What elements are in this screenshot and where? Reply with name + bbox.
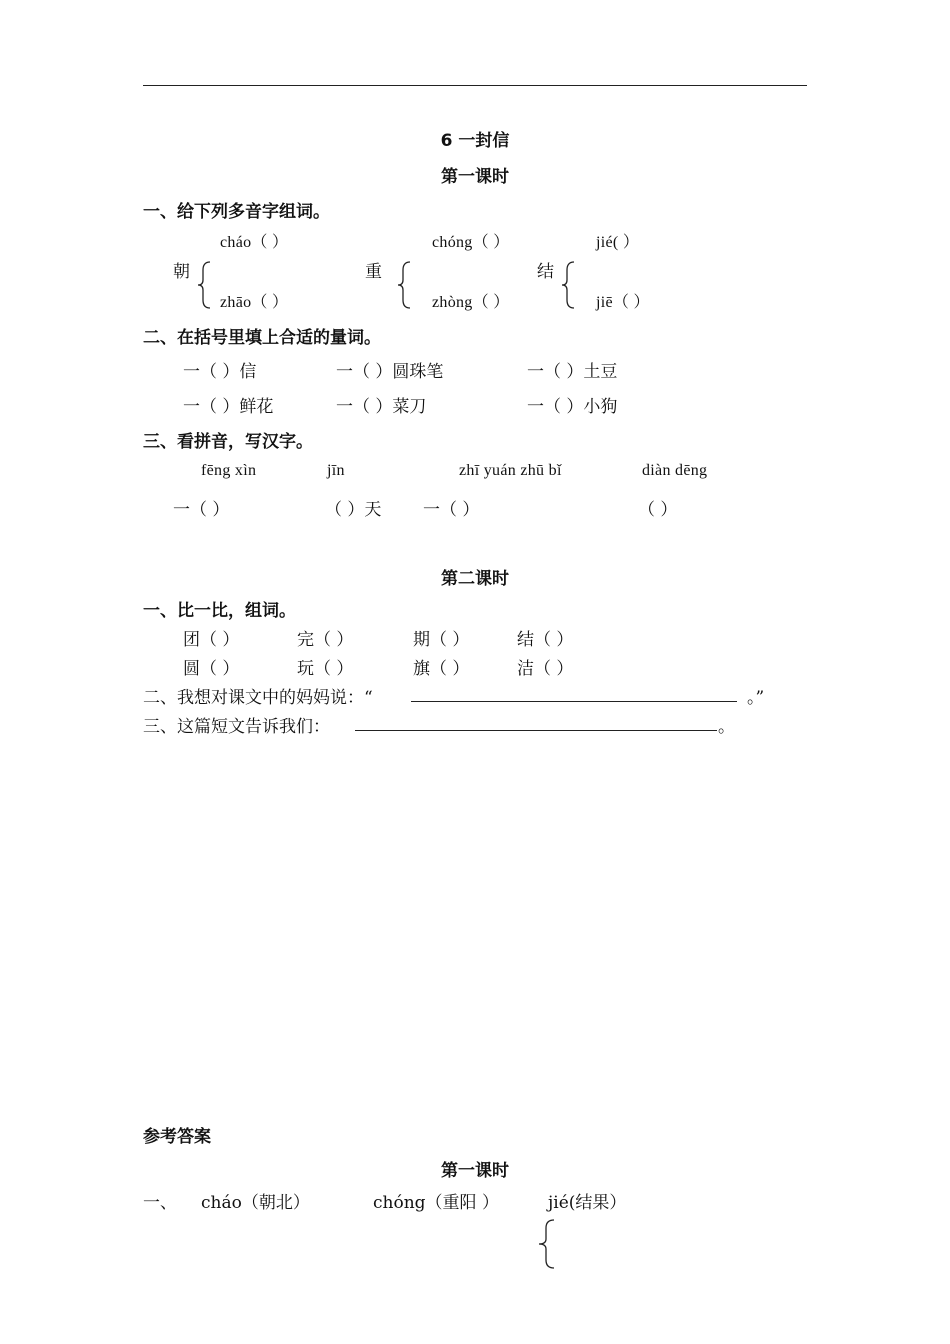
l2-q1-r1-c4: 结（ ） [517,630,574,650]
l1-q1-g2-char: 重 [365,262,382,282]
brace-1 [196,260,212,310]
l1-q3-blank1: 一（ ） [173,500,230,520]
l2-q3-suffix: 。 [718,717,735,737]
page-title: 6 一封信 [440,131,510,151]
l1-q2-r2-c1: 一（ ）鲜花 [183,397,274,417]
brace-2 [396,260,412,310]
l1-q1-g3-bottom: jiē（ ） [596,294,650,311]
l2-q2-prefix: 二、我想对课文中的妈妈说：“ [143,688,373,708]
answers-row1-item1: cháo（朝北） [201,1193,310,1213]
lesson2-heading: 第二课时 [441,569,509,589]
l2-q1-heading: 一、比一比，组词。 [143,601,296,621]
header-rule [143,85,807,86]
l2-q2-answer-line[interactable] [411,701,737,702]
l2-q1-r1-c3: 期（ ） [413,630,470,650]
l1-q1-g2-top: chóng（ ） [432,234,510,251]
l1-q3-py1: fēng xìn [201,462,257,479]
answers-row1-item3: jié(结果） [548,1193,627,1213]
brace-3 [560,260,576,310]
l2-q1-r2-c2: 玩（ ） [297,659,354,679]
l2-q1-r2-c3: 旗（ ） [413,659,470,679]
l1-q2-heading: 二、在括号里填上合适的量词。 [143,328,381,348]
answers-row1-item2: chóng（重阳 ） [373,1193,499,1213]
l1-q3-blank3: 一（ ） [423,500,480,520]
l2-q1-r2-c4: 洁（ ） [517,659,574,679]
l1-q2-r2-c2: 一（ ）菜刀 [336,397,427,417]
l1-q1-g1-char: 朝 [173,262,190,282]
l1-q3-py2: jīn [327,462,345,479]
l2-q1-r1-c2: 完（ ） [297,630,354,650]
l1-q1-heading: 一、给下列多音字组词。 [143,202,330,222]
l1-q1-g2-bottom: zhòng（ ） [432,294,510,311]
l1-q3-blank4: （ ） [638,500,678,520]
l1-q2-r1-c2: 一（ ）圆珠笔 [336,362,444,382]
l2-q3-prefix: 三、这篇短文告诉我们： [143,717,330,737]
l1-q2-r1-c1: 一（ ）信 [183,362,257,382]
answers-lesson-heading: 第一课时 [441,1161,509,1181]
l1-q1-g3-top: jié( ） [596,234,640,251]
l2-q3-answer-line[interactable] [355,730,717,731]
l1-q2-r2-c3: 一（ ）小狗 [527,397,618,417]
l1-q3-heading: 三、看拼音，写汉字。 [143,432,313,452]
l2-q1-r1-c1: 团（ ） [183,630,240,650]
l1-q3-py3: zhī yuán zhū bǐ [459,462,562,479]
l1-q3-blank2: （ ）天 [325,500,382,520]
l1-q1-g1-top: cháo（ ） [220,234,289,251]
lesson1-heading: 第一课时 [441,167,509,187]
l1-q1-g3-char: 结 [537,262,554,282]
answers-heading: 参考答案 [143,1127,211,1147]
l2-q1-r2-c1: 圆（ ） [183,659,240,679]
l1-q2-r1-c3: 一（ ）土豆 [527,362,618,382]
answers-brace [536,1218,556,1270]
l2-q2-suffix: 。” [747,688,765,708]
l1-q1-g1-bottom: zhāo（ ） [220,294,289,311]
l1-q3-py4: diàn dēng [642,462,708,479]
answers-row1-label: 一、 [143,1193,177,1213]
